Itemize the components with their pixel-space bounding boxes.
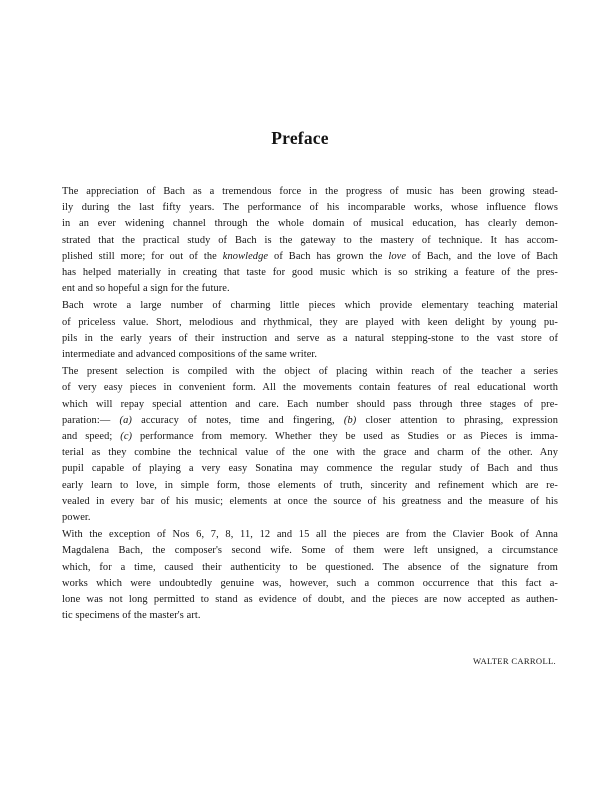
text-line: strated that the practical study of Bach is the gateway to the mastery of technique. It has accom-	[62, 234, 558, 246]
text-line: lone was not long permitted to stand as evidence of doubt, and the pieces are now accepted as authen-	[62, 594, 558, 606]
text-line: works which were undoubtedly genuine was, however, such a common occurrence that this fact a-	[62, 577, 558, 589]
text-line: power.	[62, 512, 91, 524]
text-line: ent and so hopeful a sign for the future.	[62, 283, 230, 295]
text-line: plished still more; for out of the knowledge of Bach has grown the love of Bach, and the love of Bach	[62, 250, 558, 262]
paragraph-little-pieces	[62, 298, 558, 363]
text-line: ily during the last fifty years. The performance of his incomparable works, whose influence flows	[62, 202, 558, 214]
text-line: vealed in every bar of his music; elements at once the source of his greatness and the measure of his	[62, 495, 558, 507]
text-line: The present selection is compiled with the object of placing within reach of the teacher a series	[62, 366, 558, 378]
text-line: which will repay special attention and care. Each number should pass through three stages of pre-	[62, 398, 558, 410]
paragraph-selection	[62, 364, 558, 526]
text-line: terial as they combine the technical value of the one with the grace and charm of the other. Any	[62, 447, 558, 459]
text-line: has helped materially in creating that taste for good music which is so striking a feature of the pres-	[62, 267, 558, 279]
page-title: Preface	[271, 128, 329, 148]
preface-body	[62, 184, 558, 624]
text-line: pils in the early years of their instruction and serve as a natural stepping-stone to the vast store of	[62, 332, 558, 344]
author-signature: WALTER CARROLL.	[473, 656, 556, 666]
text-line: early learn to love, in simple form, those elements of truth, sincerity and refinement which are re-	[62, 479, 558, 491]
text-line: intermediate and advanced compositions of the same writer.	[62, 349, 318, 361]
text-line: tic specimens of the master's art.	[62, 610, 201, 622]
text-line: and speed; (c) performance from memory. Whether they be used as Studies or as Pieces is imma-	[62, 431, 559, 443]
paragraph-exception	[62, 527, 558, 624]
text-line: of very easy pieces in convenient form. All the movements contain features of real educational worth	[62, 382, 558, 394]
paragraph-appreciation	[62, 184, 558, 297]
text-line: pupil capable of playing a very easy Sonatina may commence the regular study of Bach and thus	[62, 463, 558, 475]
text-line: With the exception of Nos 6, 7, 8, 11, 12 and 15 all the pieces are from the Clavier Book of Anna	[62, 529, 558, 541]
text-line: paration:— (a) accuracy of notes, time and fingering, (b) closer attention to phrasing, expression	[62, 414, 558, 426]
text-line: in an ever widening channel through the whole domain of musical education, has clearly demon-	[62, 218, 558, 230]
text-line: of priceless value. Short, melodious and rhythmical, they are played with keen delight by young pu-	[62, 316, 558, 328]
text-line: Magdalena Bach, the composer's second wife. Some of them were left unsigned, a circumstance	[62, 545, 558, 557]
text-line: which, for a time, caused their authenticity to be questioned. The absence of the signature from	[62, 561, 558, 573]
text-line: Bach wrote a large number of charming little pieces which provide elementary teaching material	[62, 300, 558, 312]
text-line: The appreciation of Bach as a tremendous force in the progress of music has been growing stead-	[62, 186, 558, 197]
